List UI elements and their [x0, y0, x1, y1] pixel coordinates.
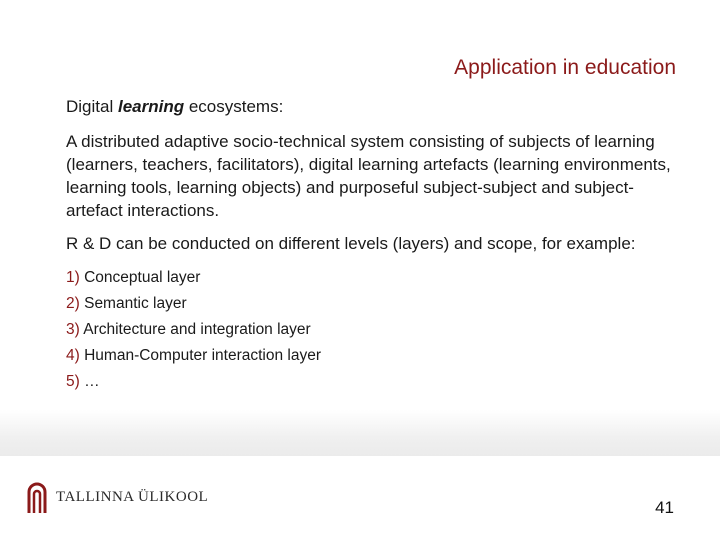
- slide-title: Application in education: [454, 56, 676, 79]
- university-arch-logo-icon: [26, 480, 48, 514]
- list-item-text: …: [79, 373, 100, 390]
- heading-before: Digital: [66, 97, 118, 116]
- list-item: [66, 369, 676, 395]
- footer-divider-gradient: [0, 410, 720, 456]
- list-item-text: Architecture and integration layer: [79, 321, 311, 338]
- layers-list: [66, 265, 676, 395]
- page-number: 41: [655, 498, 674, 517]
- list-item-number: 2): [66, 295, 80, 312]
- slide-content: [66, 96, 676, 395]
- list-item: [66, 343, 676, 369]
- list-item-text: Conceptual layer: [79, 269, 201, 286]
- list-item: [66, 317, 676, 343]
- definition-paragraph: A distributed adaptive socio-technical system consisting of subjects of learning (learners, teachers, facilitators), digital learning artefacts (learning environments, learning tools, learning objects) and purposeful subject-subject and subject-artefact interactions.: [66, 132, 671, 220]
- university-logo: [26, 480, 208, 514]
- list-item-number: 1): [66, 269, 80, 286]
- list-item-text: Semantic layer: [79, 295, 187, 312]
- heading-after: ecosystems:: [184, 97, 284, 116]
- rd-paragraph: R & D can be conducted on different levels (layers) and scope, for example:: [66, 234, 636, 253]
- heading-emphasis: learning: [117, 97, 185, 116]
- university-name: TALLINNA ÜLIKOOL: [56, 488, 209, 505]
- list-item-number: 5): [66, 373, 80, 390]
- list-item: [66, 291, 676, 317]
- slide-footer: [0, 456, 720, 540]
- list-item-text: Human-Computer interaction layer: [79, 347, 322, 364]
- list-item: [66, 265, 676, 291]
- section-heading: [66, 96, 676, 118]
- list-item-number: 4): [66, 347, 80, 364]
- list-item-number: 3): [66, 321, 80, 338]
